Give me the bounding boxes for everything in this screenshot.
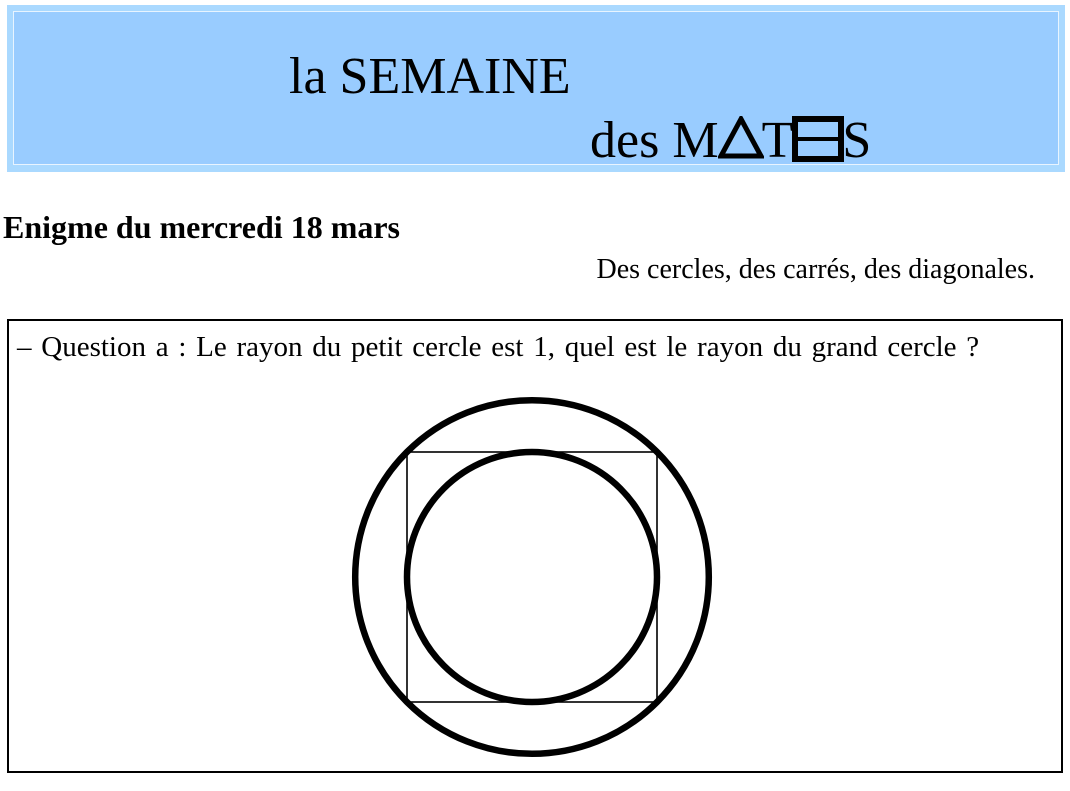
title-line2-prefix: des M [590,112,719,169]
question-box [7,319,1063,773]
title-line2-suffix: S [842,112,872,169]
page-title: Enigme du mercredi 18 mars [3,209,400,245]
banner-title-line1: la SEMAINE [289,48,571,105]
banner [7,5,1065,172]
title-line2-mid: T [761,112,794,169]
banner-title-line2 [590,112,872,169]
triangle-letter-a-icon [718,116,764,159]
page-subtitle: Des cercles, des carrés, des diagonales. [596,254,1035,285]
question-text: – Question a : Le rayon du petit cercle est 1, quel est le rayon du grand cercle ? [17,331,980,363]
squared-bar-letter-h-icon [791,116,845,162]
